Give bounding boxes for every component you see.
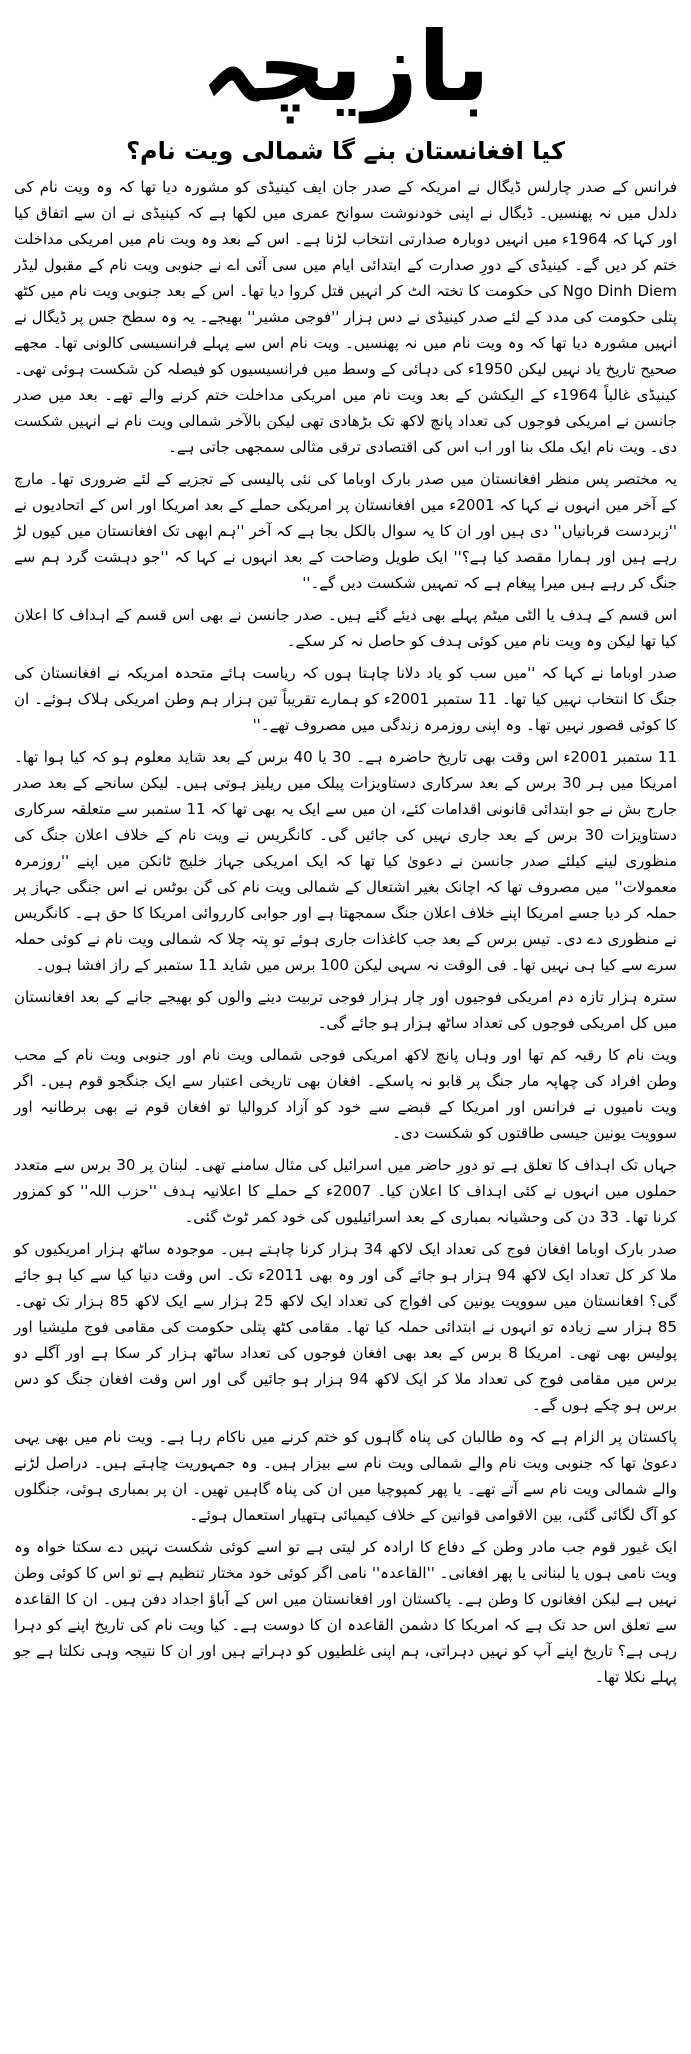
paragraph: ایک غیور قوم جب مادر وطن کے دفاع کا ارادہ کر لیتی ہے تو اسے کوئی شکست نہیں دے سکتا خواہ وہ ویت نامی ہوں یا لبنانی یا پھر افغانی۔ ''القاعدہ'' نامی اگر کوئی خود مختار تنظیم ہے تو اس کا کوئی وطن نہیں ہے لیکن افغانوں کا وطن ہے۔ پاکستان اور افغانستان میں اس کے آباؤ اجداد دفن ہیں۔ ان کا القاعدہ سے تعلق اس حد تک ہے کہ امریکا کا دشمن القاعدہ ان کا دوست ہے۔ کیا ویت نام کی تاریخ اپنے کو دہرا رہی ہے؟ تاریخ اپنے آپ کو نہیں دہراتی، ہم اپنی غلطیوں کو دہراتے ہیں اور ان کا نتیجہ وہی نکلتا ہے جو پہلے نکلا تھا۔ bbox=[14, 1538, 677, 1686]
article-headline: کیا افغانستان بنے گا شمالی ویت نام؟ bbox=[126, 137, 565, 165]
paragraph: جہاں تک اہداف کا تعلق ہے تو دورِ حاضر میں اسرائیل کی مثال سامنے تھی۔ لبنان پر 30 برس سے متعدد حملوں میں انہوں نے کئی اہداف کا اعلان کیا۔ 2007ء کے حملے کا اعلانیہ ہدف ''حزب اللہ'' کو کمزور کرنا تھا۔ 33 دن کی وحشیانہ بمباری کے بعد اسرائیلیوں کی خود کمر ٹوٹ گئی۔ bbox=[14, 1156, 678, 1226]
paragraph: ویت نام کا رقبہ کم تھا اور وہاں پانچ لاکھ امریکی فوجی شمالی ویت نام اور جنوبی ویت نام کے محب وطن افراد کی چھاپہ مار جنگ پر قابو نہ پاسکے۔ افغان بھی تاریخی اعتبار سے ایک جنگجو قوم ہیں۔ اگر ویت نامیوں نے فرانس اور امریکا کے قبضے سے خود کو آزاد کروالیا تو افغان قوم نے بھی برطانیہ اور سوویت یونین جیسی طاقتوں کو شکست دی۔ bbox=[14, 1046, 677, 1142]
paragraph: اس قسم کے ہدف یا الٹی میٹم پہلے بھی دیئے گئے ہیں۔ صدر جانسن نے بھی اس قسم کے اہداف کا اعلان کیا تھا لیکن وہ ویت نام میں کوئی ہدف کو حاصل نہ کر سکے۔ bbox=[14, 606, 677, 650]
paragraph: صدر اوباما نے کہا کہ ''میں سب کو یاد دلانا چاہتا ہوں کہ ریاست ہائے متحدہ امریکہ نے افغانستان کی جنگ کا انتخاب نہیں کیا تھا۔ 11 ستمبر 2001ء کو ہمارے تقریباً تین ہزار ہم وطن امریکی ہلاک ہوئے۔ ان کا کوئی قصور نہیں تھا۔ وہ اپنی روزمرہ زندگی میں مصروف تھے۔'' bbox=[14, 664, 677, 734]
masthead-title: بازیچہ bbox=[201, 11, 490, 123]
paragraph: 11 ستمبر 2001ء اس وقت بھی تاریخ حاضرہ ہے۔ 30 یا 40 برس کے بعد شاید معلوم ہو کہ کیا ہوا تھا۔ امریکا میں ہر 30 برس کے بعد سرکاری دستاویزات پبلک میں ریلیز ہوتی ہیں۔ لیکن سانحے کے بعد صدر جارج بش نے جو ابتدائی قانونی اقدامات کئے، ان میں سے ایک یہ بھی تھا کہ 11 ستمبر سے متعلقہ سرکاری دستاویزات 30 برس کے بعد جاری نہیں کی جائیں گی۔ کانگریس نے ویت نام کے خلاف اعلان جنگ کی منظوری لینے کیلئے صدر جانسن نے دعویٰ کیا تھا کہ ایک امریکی جہاز خلیج ٹانکن میں اپنے ''روزمرہ معمولات'' میں مصروف تھا کہ اچانک بغیر اشتعال کے شمالی ویت نام کی گن بوٹس نے اس جنگی جہاز پر حملہ کر دیا جسے امریکا اپنے خلاف اعلان جنگ سمجھتا ہے اور جوابی کارروائی امریکا کا حق ہے۔ کانگریس نے منظوری دے دی۔ تیس برس کے بعد جب کاغذات جاری ہوئے تو پتہ چلا کہ شمالی ویت نام نے کوئی حملہ سرے سے کیا ہی نہیں تھا۔ فی الوقت نہ سہی لیکن 100 برس میں شاید 11 ستمبر کے راز افشا ہوں۔ bbox=[14, 748, 678, 974]
paragraph: پاکستان پر الزام ہے کہ وہ طالبان کی پناہ گاہوں کو ختم کرنے میں ناکام رہا ہے۔ ویت نام میں بھی یہی دعویٰ تھا کہ جنوبی ویت نام والے شمالی ویت نام سے بیزار ہیں۔ وہ جمہوریت چاہتے ہیں۔ دراصل لڑنے والے شمالی ویت نام سے آتے تھے۔ یا پھر کمپوچیا میں ان کی پناہ گاہیں تھیں۔ ان پر بمباری ہوئی، جنگلوں کو آگ لگائی گئی، بین الاقوامی قوانین کے خلاف کیمیائی ہتھیار استعمال ہوئے۔ bbox=[14, 1428, 677, 1524]
paragraph: سترہ ہزار تازہ دم امریکی فوجیوں اور چار ہزار فوجی تربیت دینے والوں کو بھیجے جانے کے بعد افغانستان میں کل امریکی فوجوں کی تعداد ساٹھ ہزار ہو جائے گی۔ bbox=[14, 988, 677, 1032]
paragraph: فرانس کے صدر چارلس ڈیگال نے امریکہ کے صدر جان ایف کینیڈی کو مشورہ دیا تھا کہ وہ ویت نام کی دلدل میں نہ پھنسیں۔ ڈیگال نے اپنی خودنوشت سوانح عمری میں لکھا ہے کہ کینیڈی نے ان سے اتفاق کیا اور کہا کہ 1964ء میں انہیں دوبارہ صدارتی انتخاب لڑنا ہے۔ اس کے بعد وہ ویت نام میں امریکی مداخلت ختم کر دیں گے۔ کینیڈی کے دورِ صدارت کے ابتدائی ایام میں سی آئی اے نے جنوبی ویت نام کے مقبول لیڈر Ngo Dinh Diem کی حکومت کا تختہ الٹ کر انہیں قتل کروا دیا تھا۔ اس کے بعد جنوبی ویت نام میں کٹھ پتلی حکومت کی مدد کے لئے صدر کینیڈی نے دس ہزار ''فوجی مشیر'' بھیجے۔ یہ وہ سطح جس پر ڈیگال نے انہیں مشورہ دیا تھا کہ وہ ویت نام میں نہ پھنسیں۔ ویت نام اس سے پہلے فرانسیسی کالونی تھا۔ مجھے صحیح تاریخ یاد نہیں لیکن 1950ء کی دہائی کے وسط میں فرانسیسیوں کو فیصلہ کن شکست ہوئی تھی۔ کینیڈی غالباً 1964ء کے الیکشن کے بعد ویت نام میں امریکی مداخلت ختم کرنے والے تھے۔ بعد میں صدر جانسن نے امریکی فوجوں کی تعداد پانچ لاکھ تک بڑھادی تھی لیکن بالآخر شمالی ویت نام نے انہیں شکست دی۔ ویت نام ایک ملک بنا اور اب اس کی اقتصادی ترقی مثالی سمجھی جاتی ہے۔ bbox=[14, 178, 677, 456]
paragraph: یہ مختصر پس منظر افغانستان میں صدر بارک اوباما کی نئی پالیسی کے تجزیے کے لئے ضروری تھا۔ مارچ کے آخر میں انہوں نے کہا کہ 2001ء میں افغانستان پر امریکی حملے کے بعد امریکا اور اس کے اتحادیوں نے ''زبردست قربانیاں'' دی ہیں اور ان کا یہ سوال بالکل بجا ہے کہ آخر ''ہم ابھی تک افغانستان میں کیوں لڑ رہے ہیں اور ہمارا مقصد کیا ہے؟'' ایک طویل وضاحت کے بعد انہوں نے کہا کہ ''جو دہشت گرد ہم سے جنگ کر رہے ہیں میرا پیغام ہے کہ تمہیں شکست دیں گے۔'' bbox=[14, 470, 677, 592]
paragraph: صدر بارک اوباما افغان فوج کی تعداد ایک لاکھ 34 ہزار کرنا چاہتے ہیں۔ موجودہ ساٹھ ہزار امریکیوں کو ملا کر کل تعداد ایک لاکھ 94 ہزار ہو جائے گی اور وہ بھی 2011ء تک۔ اس وقت دنیا کیا سے کیا ہو جائے گی؟ افغانستان میں سوویت یونین کی افواج کی تعداد ایک لاکھ 25 ہزار سے ایک لاکھ 85 ہزار تک تھی۔ 85 ہزار سے زیادہ تو انہوں نے ابتدائی حملہ کیا تھا۔ مقامی کٹھ پتلی حکومت کی مقامی فوج ملیشیا اور پولیس بھی تھی۔ امریکا 8 برس کے بعد بھی افغان فوجوں کی تعداد ساٹھ ہزار کر سکا ہے اور آگلے دو برس میں مقامی فوج کی تعداد ملا کر ایک لاکھ 94 ہزار ہو جائیں گی اور اس وقت افغان جنگ کو دس برس ہو چکے ہوں گے۔ bbox=[14, 1240, 678, 1414]
article-body bbox=[14, 174, 677, 1690]
